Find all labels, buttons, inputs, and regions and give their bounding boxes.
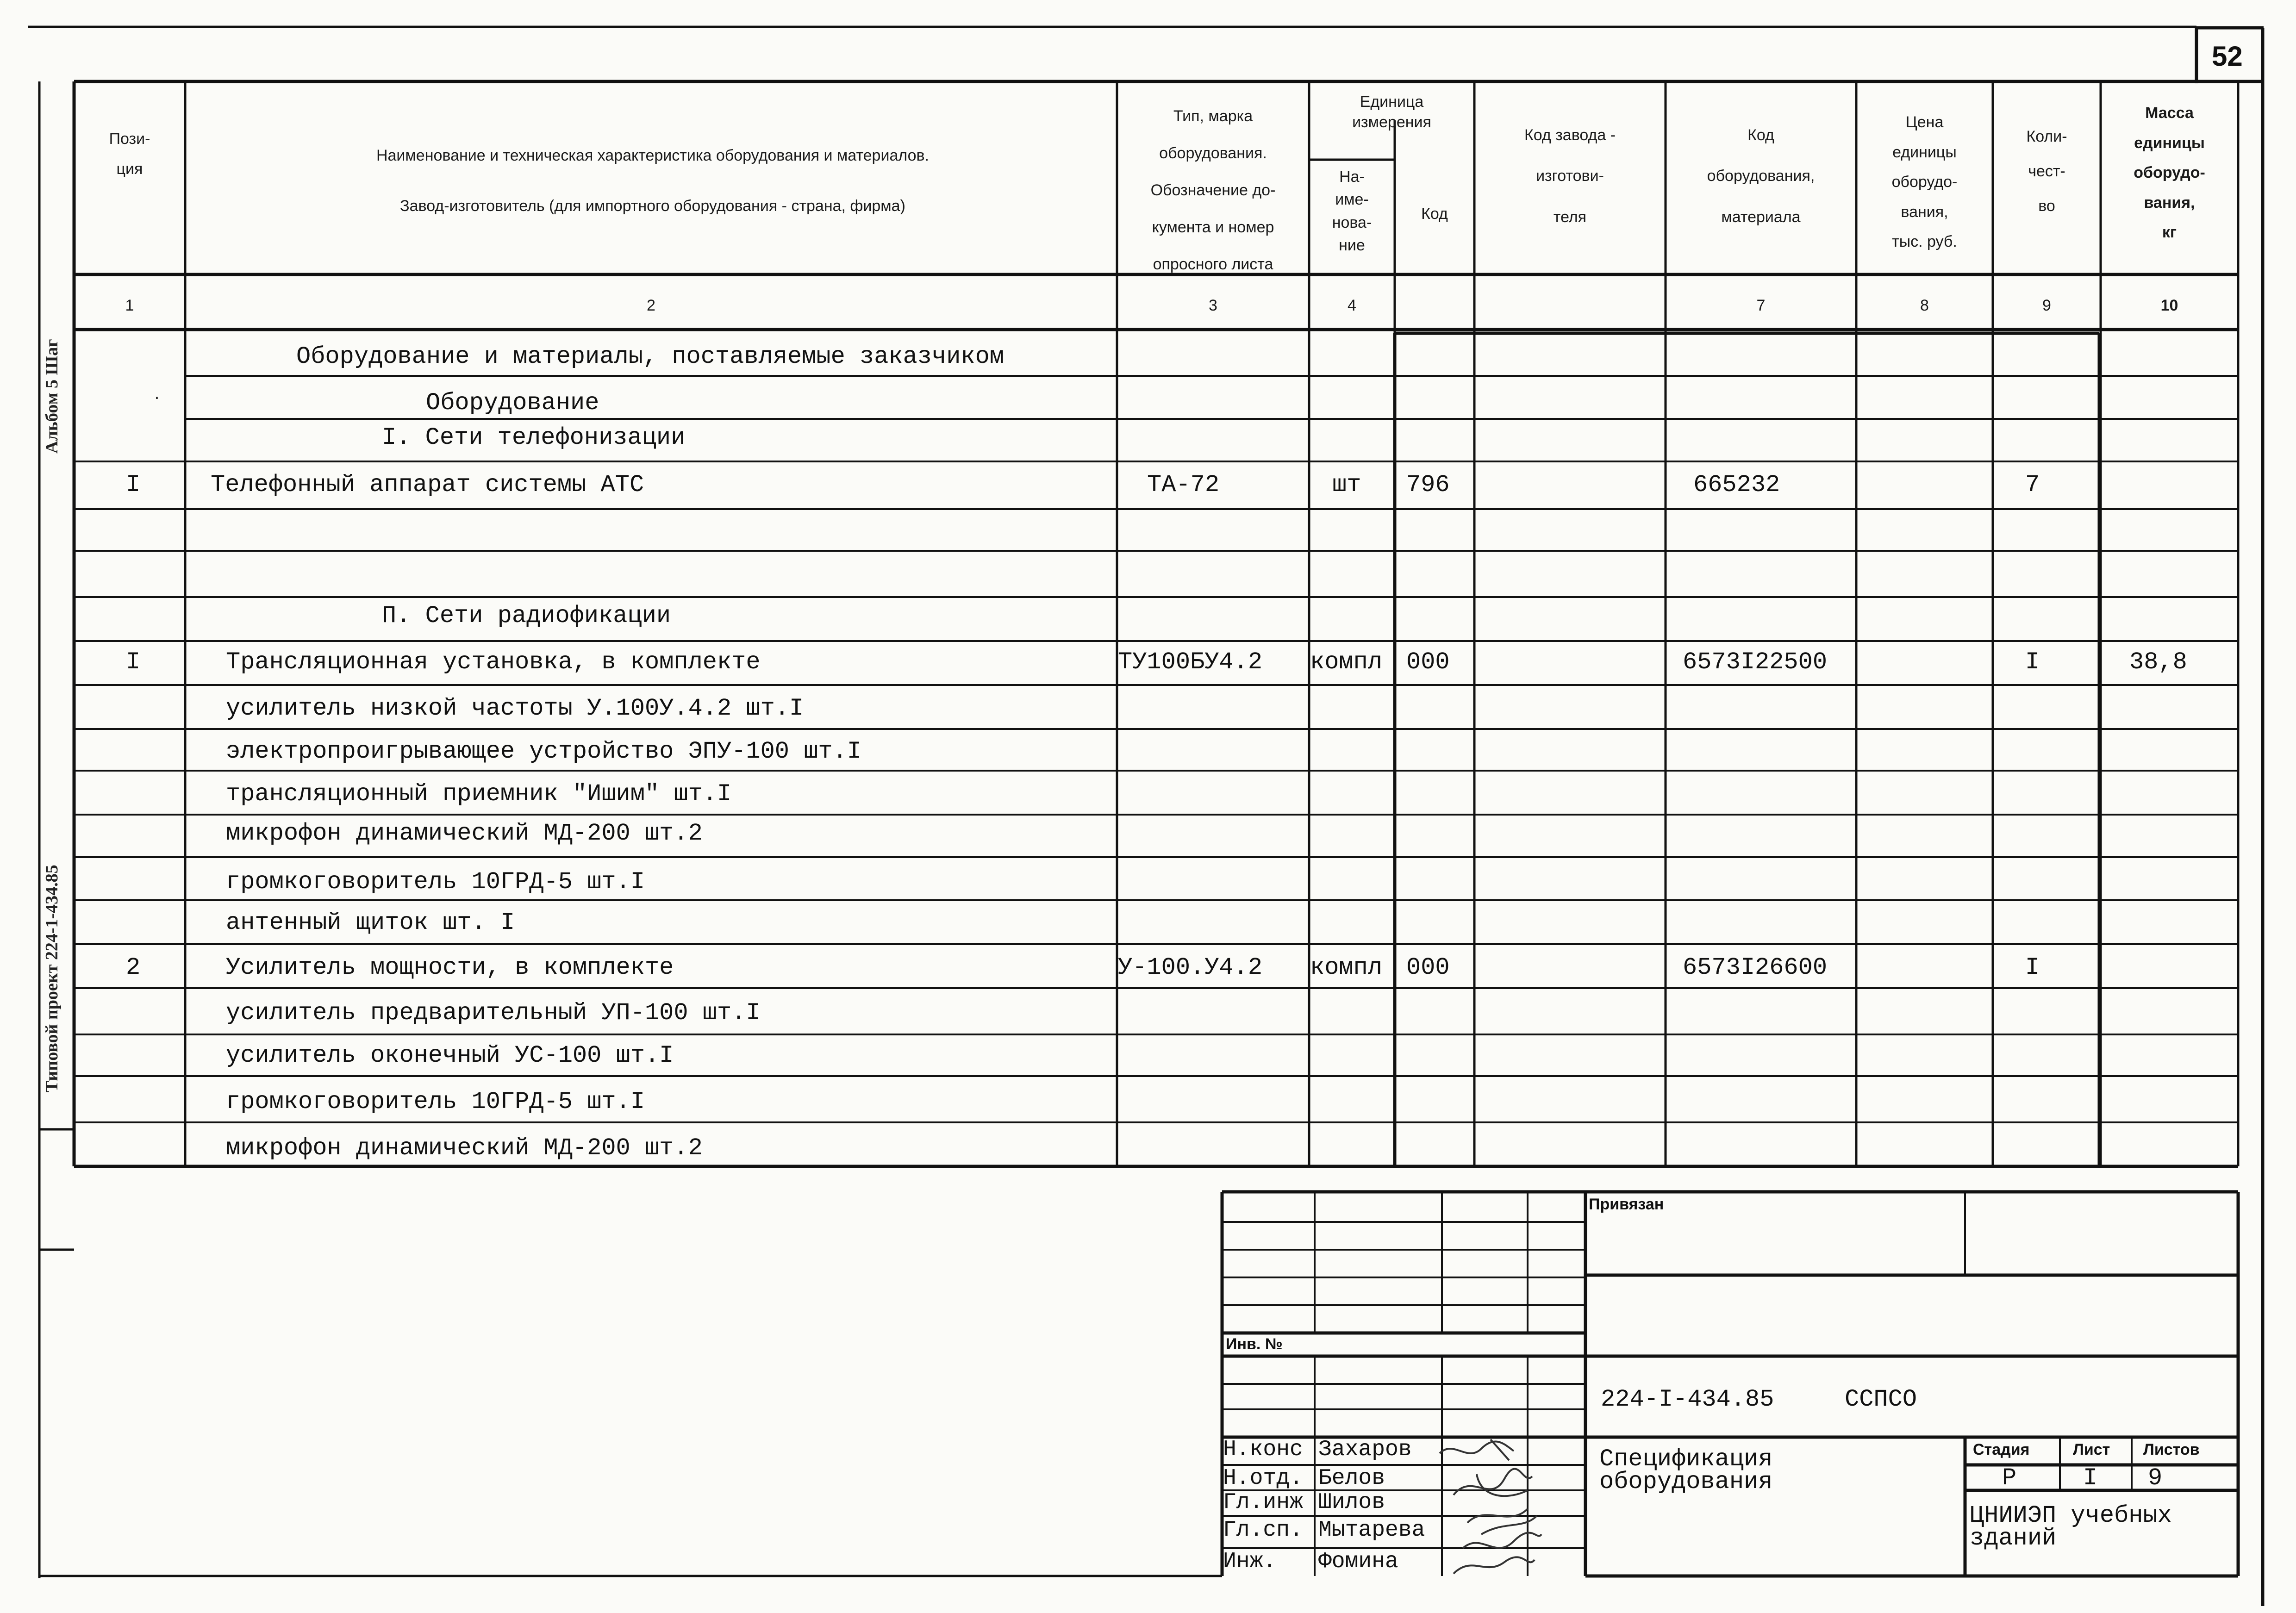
colnum-9: 9 — [2042, 297, 2051, 314]
inv-number-label: Инв. № — [1226, 1335, 1283, 1353]
header-position: Пози- ция — [109, 130, 150, 178]
signature-belov — [1454, 1469, 1532, 1496]
row-pos: I — [126, 648, 141, 676]
section-title-telephony: I. Сети телефонизации — [382, 424, 686, 451]
table-row-marker: . — [153, 388, 162, 404]
person-name: Захаров — [1318, 1437, 1412, 1462]
doc-title: Спецификация оборудования — [1599, 1445, 1773, 1496]
row-name: Трансляционная установка, в комплекте — [226, 648, 761, 676]
row-mass: 38,8 — [2129, 648, 2187, 676]
row-name: громкоговоритель 10ГРД-5 шт.I — [226, 1088, 645, 1115]
header-unit: Единица измерения — [1352, 93, 1431, 131]
section-title-radio: П. Сети радиофикации — [382, 602, 671, 629]
role-label: Гл.сп. — [1223, 1518, 1303, 1543]
colnum-7: 7 — [1756, 297, 1766, 314]
row-type: ТУ100БУ4.2 — [1118, 648, 1263, 676]
row-equip-code: 665232 — [1693, 471, 1780, 498]
section-title-equipment: Оборудование — [426, 389, 599, 417]
row-qty: 7 — [2025, 471, 2040, 498]
row-name: усилитель низкой частоты У.100У.4.2 шт.I — [226, 695, 804, 722]
signatures — [1435, 1435, 1555, 1578]
colnum-10: 10 — [2160, 297, 2178, 314]
signature-fomina — [1454, 1557, 1535, 1574]
side-stamp-album: Альбом 5 Шаг — [42, 339, 62, 454]
row-pos: 2 — [126, 954, 141, 981]
person-name: Мытарева — [1318, 1518, 1425, 1543]
row-code: 000 — [1406, 648, 1450, 676]
row-name: электропроигрывающее устройство ЭПУ-100 шт.I — [226, 738, 862, 765]
role-label: Н.конс — [1223, 1437, 1303, 1462]
row-code: 796 — [1406, 471, 1450, 498]
doc-mark: ССПСО — [1845, 1386, 1917, 1413]
sheets-label: Листов — [2143, 1441, 2200, 1458]
row-name: микрофон динамический МД-200 шт.2 — [226, 820, 703, 847]
signature-mytareva — [1463, 1533, 1541, 1548]
stage-value: Р — [2002, 1464, 2017, 1492]
row-code: 000 — [1406, 954, 1450, 981]
row-unit: шт — [1332, 471, 1361, 498]
row-type: ТА-72 — [1147, 471, 1220, 498]
header-mass: Масса единицы оборудо- вания, кг — [2134, 104, 2205, 242]
colnum-3: 3 — [1209, 297, 1217, 314]
row-name: антенный щиток шт. I — [226, 909, 515, 936]
privyazan-label: Привязан — [1589, 1196, 1664, 1213]
signature-shilov — [1467, 1509, 1537, 1534]
sheet-label: Лист — [2073, 1441, 2110, 1458]
sheets-value: 9 — [2148, 1464, 2163, 1492]
signature-zakharov — [1440, 1439, 1514, 1460]
row-name: Усилитель мощности, в комплекте — [226, 954, 674, 981]
row-type: У-100.У4.2 — [1118, 954, 1263, 981]
header-name: Наименование и техническая характеристика оборудования и материалов. Завод-изготовитель (для импортного оборудования - страна, фирма) — [376, 147, 930, 215]
role-label: Инж. — [1223, 1549, 1277, 1574]
row-name: усилитель предварительный УП-100 шт.I — [226, 999, 761, 1027]
person-name: Шилов — [1318, 1490, 1385, 1515]
page-number: 52 — [2212, 41, 2243, 72]
doc-code: 224-I-434.85 — [1601, 1386, 1774, 1413]
row-name: микрофон динамический МД-200 шт.2 — [226, 1134, 703, 1162]
header-equip-code: Код оборудования, материала — [1707, 126, 1815, 226]
side-stamp-project: Типовой проект 224-1-434.85 — [42, 865, 62, 1092]
row-name: усилитель оконечный УС-100 шт.I — [226, 1042, 674, 1069]
colnum-1: 1 — [125, 297, 134, 314]
row-equip-code: 6573I22500 — [1683, 648, 1828, 676]
row-unit: компл — [1310, 648, 1383, 676]
row-equip-code: 6573I26600 — [1683, 954, 1828, 981]
role-label: Гл.инж — [1223, 1490, 1303, 1515]
role-label: Н.отд. — [1223, 1466, 1303, 1491]
row-name: трансляционный приемник "Ишим" шт.I — [226, 780, 732, 808]
header-unit-code: Код — [1421, 205, 1448, 223]
header-quantity: Коли- чест- во — [2026, 128, 2067, 215]
header-type: Тип, марка оборудования. Обозначение до- кумента и номер опросного листа — [1150, 107, 1276, 273]
person-name: Белов — [1318, 1466, 1385, 1491]
row-pos: I — [126, 471, 141, 498]
stage-label: Стадия — [1973, 1441, 2030, 1458]
row-qty: I — [2025, 648, 2040, 676]
header-factory-code: Код завода - изготови- теля — [1524, 126, 1616, 226]
row-name: Телефонный аппарат системы АТС — [211, 471, 644, 498]
section-title-customer: Оборудование и материалы, поставляемые заказчиком — [296, 343, 1004, 370]
colnum-2: 2 — [647, 297, 655, 314]
header-price: Цена единицы оборудо- вания, тыс. руб. — [1891, 113, 1958, 251]
person-name: Фомина — [1318, 1549, 1398, 1574]
organization: ЦНИИЭП учебных зданий — [1970, 1502, 2172, 1552]
sheet-value: I — [2083, 1464, 2098, 1492]
row-unit: компл — [1310, 954, 1383, 981]
colnum-4: 4 — [1348, 297, 1356, 314]
header-unit-name: На- име- нова- ние — [1332, 168, 1372, 254]
row-name: громкоговоритель 10ГРД-5 шт.I — [226, 868, 645, 896]
colnum-8: 8 — [1920, 297, 1929, 314]
row-qty: I — [2025, 954, 2040, 981]
